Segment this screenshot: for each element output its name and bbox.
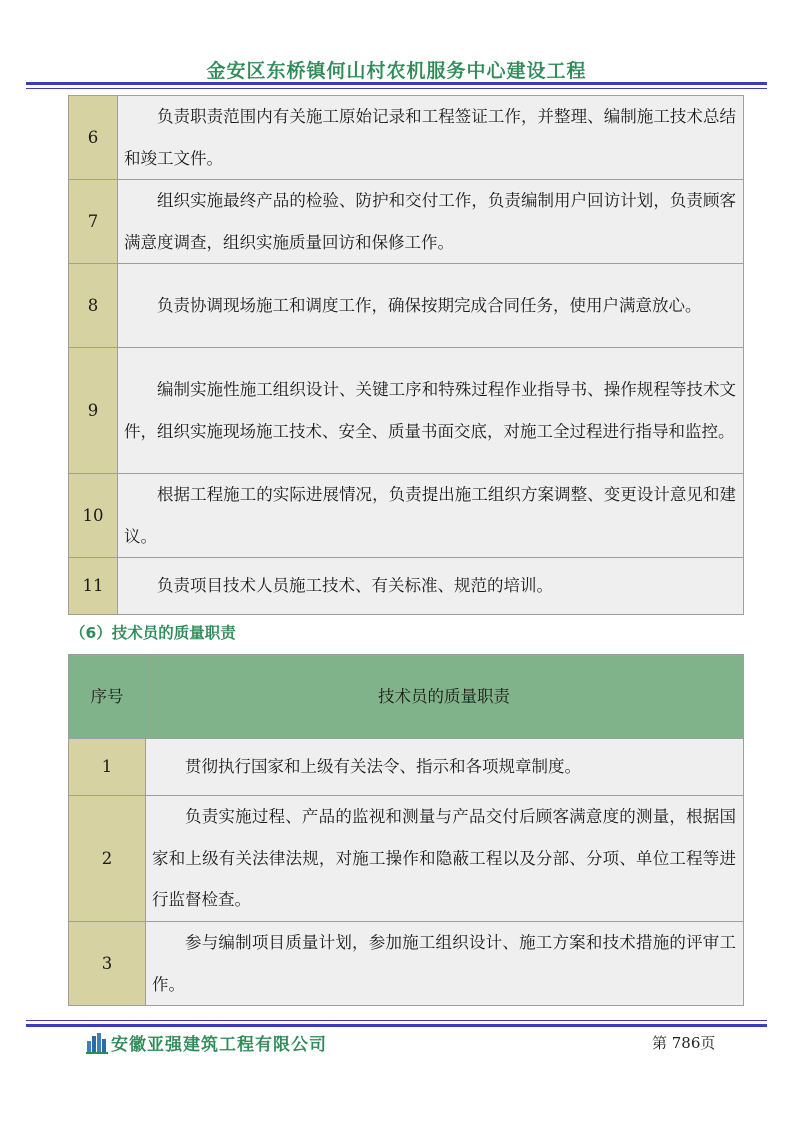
row-number: 6 bbox=[69, 96, 118, 180]
document-header-title: 金安区东桥镇何山村农机服务中心建设工程 bbox=[206, 60, 587, 82]
header-rule-thick bbox=[26, 82, 767, 85]
row-number: 9 bbox=[69, 348, 118, 474]
row-number: 11 bbox=[69, 558, 118, 615]
footer-rule-thick bbox=[26, 1024, 767, 1027]
section-heading: （6）技术员的质量职责 bbox=[70, 624, 236, 642]
row-number: 1 bbox=[69, 739, 146, 796]
tech-duty-table bbox=[68, 654, 744, 1006]
row-text: 组织实施最终产品的检验、防护和交付工作，负责编制用户回访计划，负责顾客满意度调查，组织实施质量回访和保修工作。 bbox=[118, 180, 744, 264]
table-row bbox=[69, 180, 744, 264]
table-row bbox=[69, 96, 744, 180]
row-text: 编制实施性施工组织设计、关键工序和特殊过程作业指导书、操作规程等技术文件，组织实施现场施工技术、安全、质量书面交底，对施工全过程进行指导和监控。 bbox=[118, 348, 744, 474]
row-number: 8 bbox=[69, 264, 118, 348]
row-text: 贯彻执行国家和上级有关法令、指示和各项规章制度。 bbox=[146, 739, 744, 796]
header-title: 技术员的质量职责 bbox=[146, 655, 744, 739]
header-serial: 序号 bbox=[69, 655, 146, 739]
row-text: 负责协调现场施工和调度工作，确保按期完成合同任务，使用户满意放心。 bbox=[118, 264, 744, 348]
table-row bbox=[69, 796, 744, 922]
row-number: 3 bbox=[69, 922, 146, 1006]
table-row bbox=[69, 739, 744, 796]
footer-company bbox=[86, 1030, 327, 1055]
row-number: 7 bbox=[69, 180, 118, 264]
footer-rule-thin bbox=[26, 1020, 767, 1021]
row-text: 根据工程施工的实际进展情况，负责提出施工组织方案调整、变更设计意见和建议。 bbox=[118, 474, 744, 558]
page-number: 第 786页 bbox=[652, 1034, 716, 1052]
row-number: 10 bbox=[69, 474, 118, 558]
row-text: 负责项目技术人员施工技术、有关标准、规范的培训。 bbox=[118, 558, 744, 615]
building-logo-icon bbox=[86, 1032, 108, 1054]
table-row bbox=[69, 348, 744, 474]
table-row bbox=[69, 558, 744, 615]
row-number: 2 bbox=[69, 796, 146, 922]
row-text: 负责职责范围内有关施工原始记录和工程签证工作，并整理、编制施工技术总结和竣工文件。 bbox=[118, 96, 744, 180]
continued-duty-table bbox=[68, 95, 744, 615]
header-rule-thin bbox=[26, 88, 767, 89]
table-row bbox=[69, 474, 744, 558]
row-text: 参与编制项目质量计划，参加施工组织设计、施工方案和技术措施的评审工作。 bbox=[146, 922, 744, 1006]
table-row bbox=[69, 922, 744, 1006]
company-name: 安徽亚强建筑工程有限公司 bbox=[111, 1035, 327, 1055]
row-text: 负责实施过程、产品的监视和测量与产品交付后顾客满意度的测量，根据国家和上级有关法律法规，对施工操作和隐蔽工程以及分部、分项、单位工程等进行监督检查。 bbox=[146, 796, 744, 922]
table-row bbox=[69, 264, 744, 348]
table-header-row bbox=[69, 655, 744, 739]
